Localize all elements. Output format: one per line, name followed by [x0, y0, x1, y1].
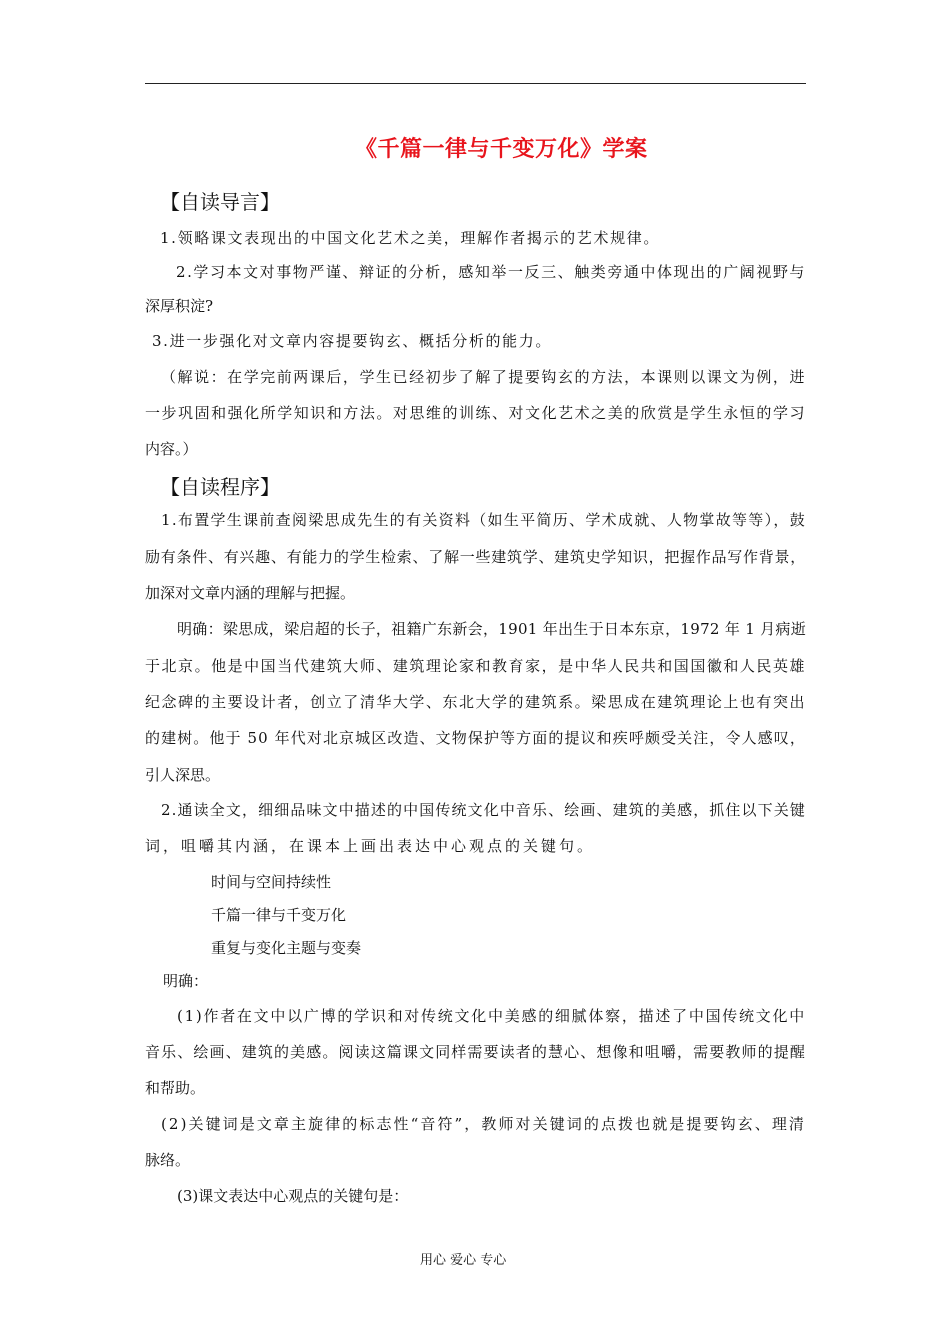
intro-line-5: （解说：在学完前两课后，学生已经初步了解了提要钩玄的方法，本课则以课文为例，进 — [161, 368, 806, 386]
section-heading-intro: 【自读导言】 — [160, 190, 280, 214]
procedure-line-17: 和帮助。 — [145, 1079, 206, 1097]
document-title: 《千篇一律与千变万化》学案 — [355, 137, 648, 162]
keyword-1: 时间与空间持续性 — [211, 873, 332, 891]
header-rule — [145, 83, 806, 84]
procedure-line-10: 词，咀嚼其内涵，在课本上画出表达中心观点的关键句。 — [145, 837, 595, 855]
keyword-2: 千篇一律与千变万化 — [211, 906, 347, 924]
procedure-clarify-label: 明确： — [163, 972, 209, 990]
intro-line-4: 3.进一步强化对文章内容提要钩玄、概括分析的能力。 — [152, 332, 552, 350]
procedure-line-16: 音乐、绘画、建筑的美感。阅读这篇课文同样需要读者的慧心、想像和咀嚼，需要教师的提醒 — [145, 1043, 806, 1061]
intro-line-7: 内容。） — [145, 440, 198, 458]
procedure-line-3: 加深对文章内涵的理解与把握。 — [145, 584, 356, 602]
procedure-line-19: 脉络。 — [145, 1151, 191, 1169]
procedure-line-1: 1.布置学生课前查阅梁思成先生的有关资料（如生平简历、学术成就、人物掌故等等），鼓 — [161, 511, 806, 529]
section-heading-procedure: 【自读程序】 — [160, 475, 280, 499]
procedure-line-2: 励有条件、有兴趣、有能力的学生检索、了解一些建筑学、建筑史学知识，把握作品写作背景， — [145, 548, 806, 566]
procedure-line-5: 于北京。他是中国当代建筑大师、建筑理论家和教育家，是中华人民共和国国徽和人民英雄 — [145, 657, 806, 675]
intro-line-2: 2.学习本文对事物严谨、辩证的分析，感知举一反三、触类旁通中体现出的广阔视野与 — [176, 263, 806, 281]
procedure-line-18: (2)关键词是文章主旋律的标志性“音符”，教师对关键词的点拨也就是提要钩玄、理清 — [161, 1115, 806, 1133]
intro-line-6: 一步巩固和强化所学知识和方法。对思维的训练、对文化艺术之美的欣赏是学生永恒的学习 — [145, 404, 806, 422]
procedure-line-4: 明确：梁思成，梁启超的长子，祖籍广东新会，1901 年出生于日本东京，1972 年 1 月病逝 — [177, 620, 806, 638]
keyword-3: 重复与变化主题与变奏 — [211, 939, 362, 957]
procedure-line-8: 引人深思。 — [145, 766, 221, 784]
procedure-line-15: (1)作者在文中以广博的学识和对传统文化中美感的细腻体察，描述了中国传统文化中 — [177, 1007, 806, 1025]
intro-line-3: 深厚积淀? — [145, 297, 214, 315]
intro-line-1: 1.领略课文表现出的中国文化艺术之美，理解作者揭示的艺术规律。 — [160, 229, 660, 247]
procedure-line-6: 纪念碑的主要设计者，创立了清华大学、东北大学的建筑系。梁思成在建筑理论上也有突出 — [145, 693, 806, 711]
procedure-line-9: 2.通读全文，细细品味文中描述的中国传统文化中音乐、绘画、建筑的美感，抓住以下关键 — [161, 801, 806, 819]
procedure-line-7: 的建树。他于 50 年代对北京城区改造、文物保护等方面的提议和疾呼颇受关注，令人感叹， — [145, 729, 806, 747]
procedure-line-20: (3)课文表达中心观点的关键句是： — [177, 1187, 409, 1205]
page-footer: 用心 爱心 专心 — [420, 1253, 507, 1268]
